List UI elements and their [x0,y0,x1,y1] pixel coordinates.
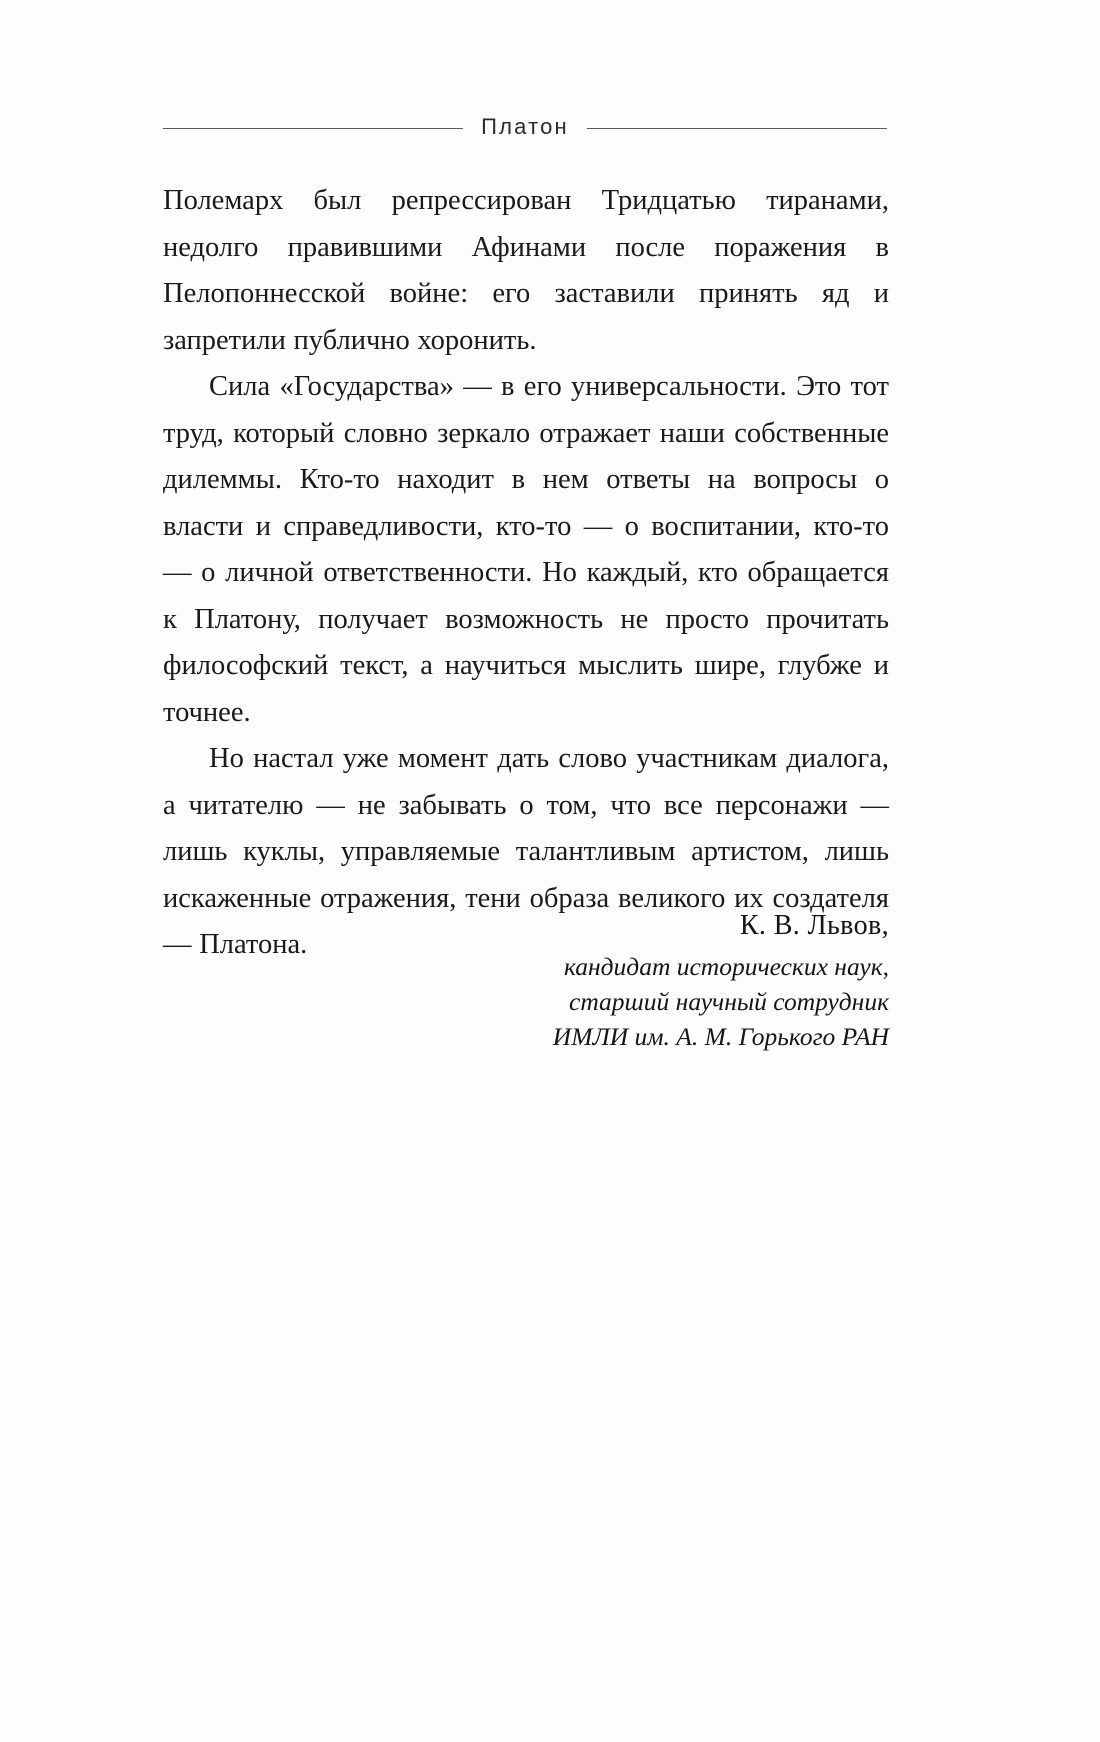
paragraph-1: Полемарх был репрессирован Тридцатью тиранами, недолго правившими Афинами после поражения в Пелопоннесской войне: его заставили принять яд и запретили публично хоронить. [163,185,889,356]
signature-block [163,905,889,1054]
running-head-rule-right [587,128,887,129]
running-head-title: Платон [481,114,569,139]
signature-author-name: К. В. Львов, [739,910,889,941]
running-head-rule-left [163,128,463,129]
signature-credential-2: старший научный сотрудник [569,987,889,1016]
body-text-block [163,178,889,969]
running-head [163,108,887,148]
signature-credential-3: ИМЛИ им. А. М. Горького РАН [552,1022,889,1051]
signature-credential-1: кандидат исторических наук, [563,952,889,981]
paragraph-3: Но настал уже момент дать слово участникам диалога, а читателю — не забывать о том, что все персонажи — лишь куклы, управляемые талантливым артистом, лишь искаженные отражения, тени образа великого их создателя — Платона. [163,743,889,960]
paragraph-2: Сила «Государства» — в его универсальности. Это тот труд, который словно зеркало отражает наши собственные дилеммы. Кто-то находит в нем ответы на вопросы о власти и справедливости, кто-то — о воспитании, кто-то — о личной ответственности. Но каждый, кто обращается к Платону, получает возможность не просто прочитать философский текст, а научиться мыслить шире, глубже и точнее. [163,371,889,728]
